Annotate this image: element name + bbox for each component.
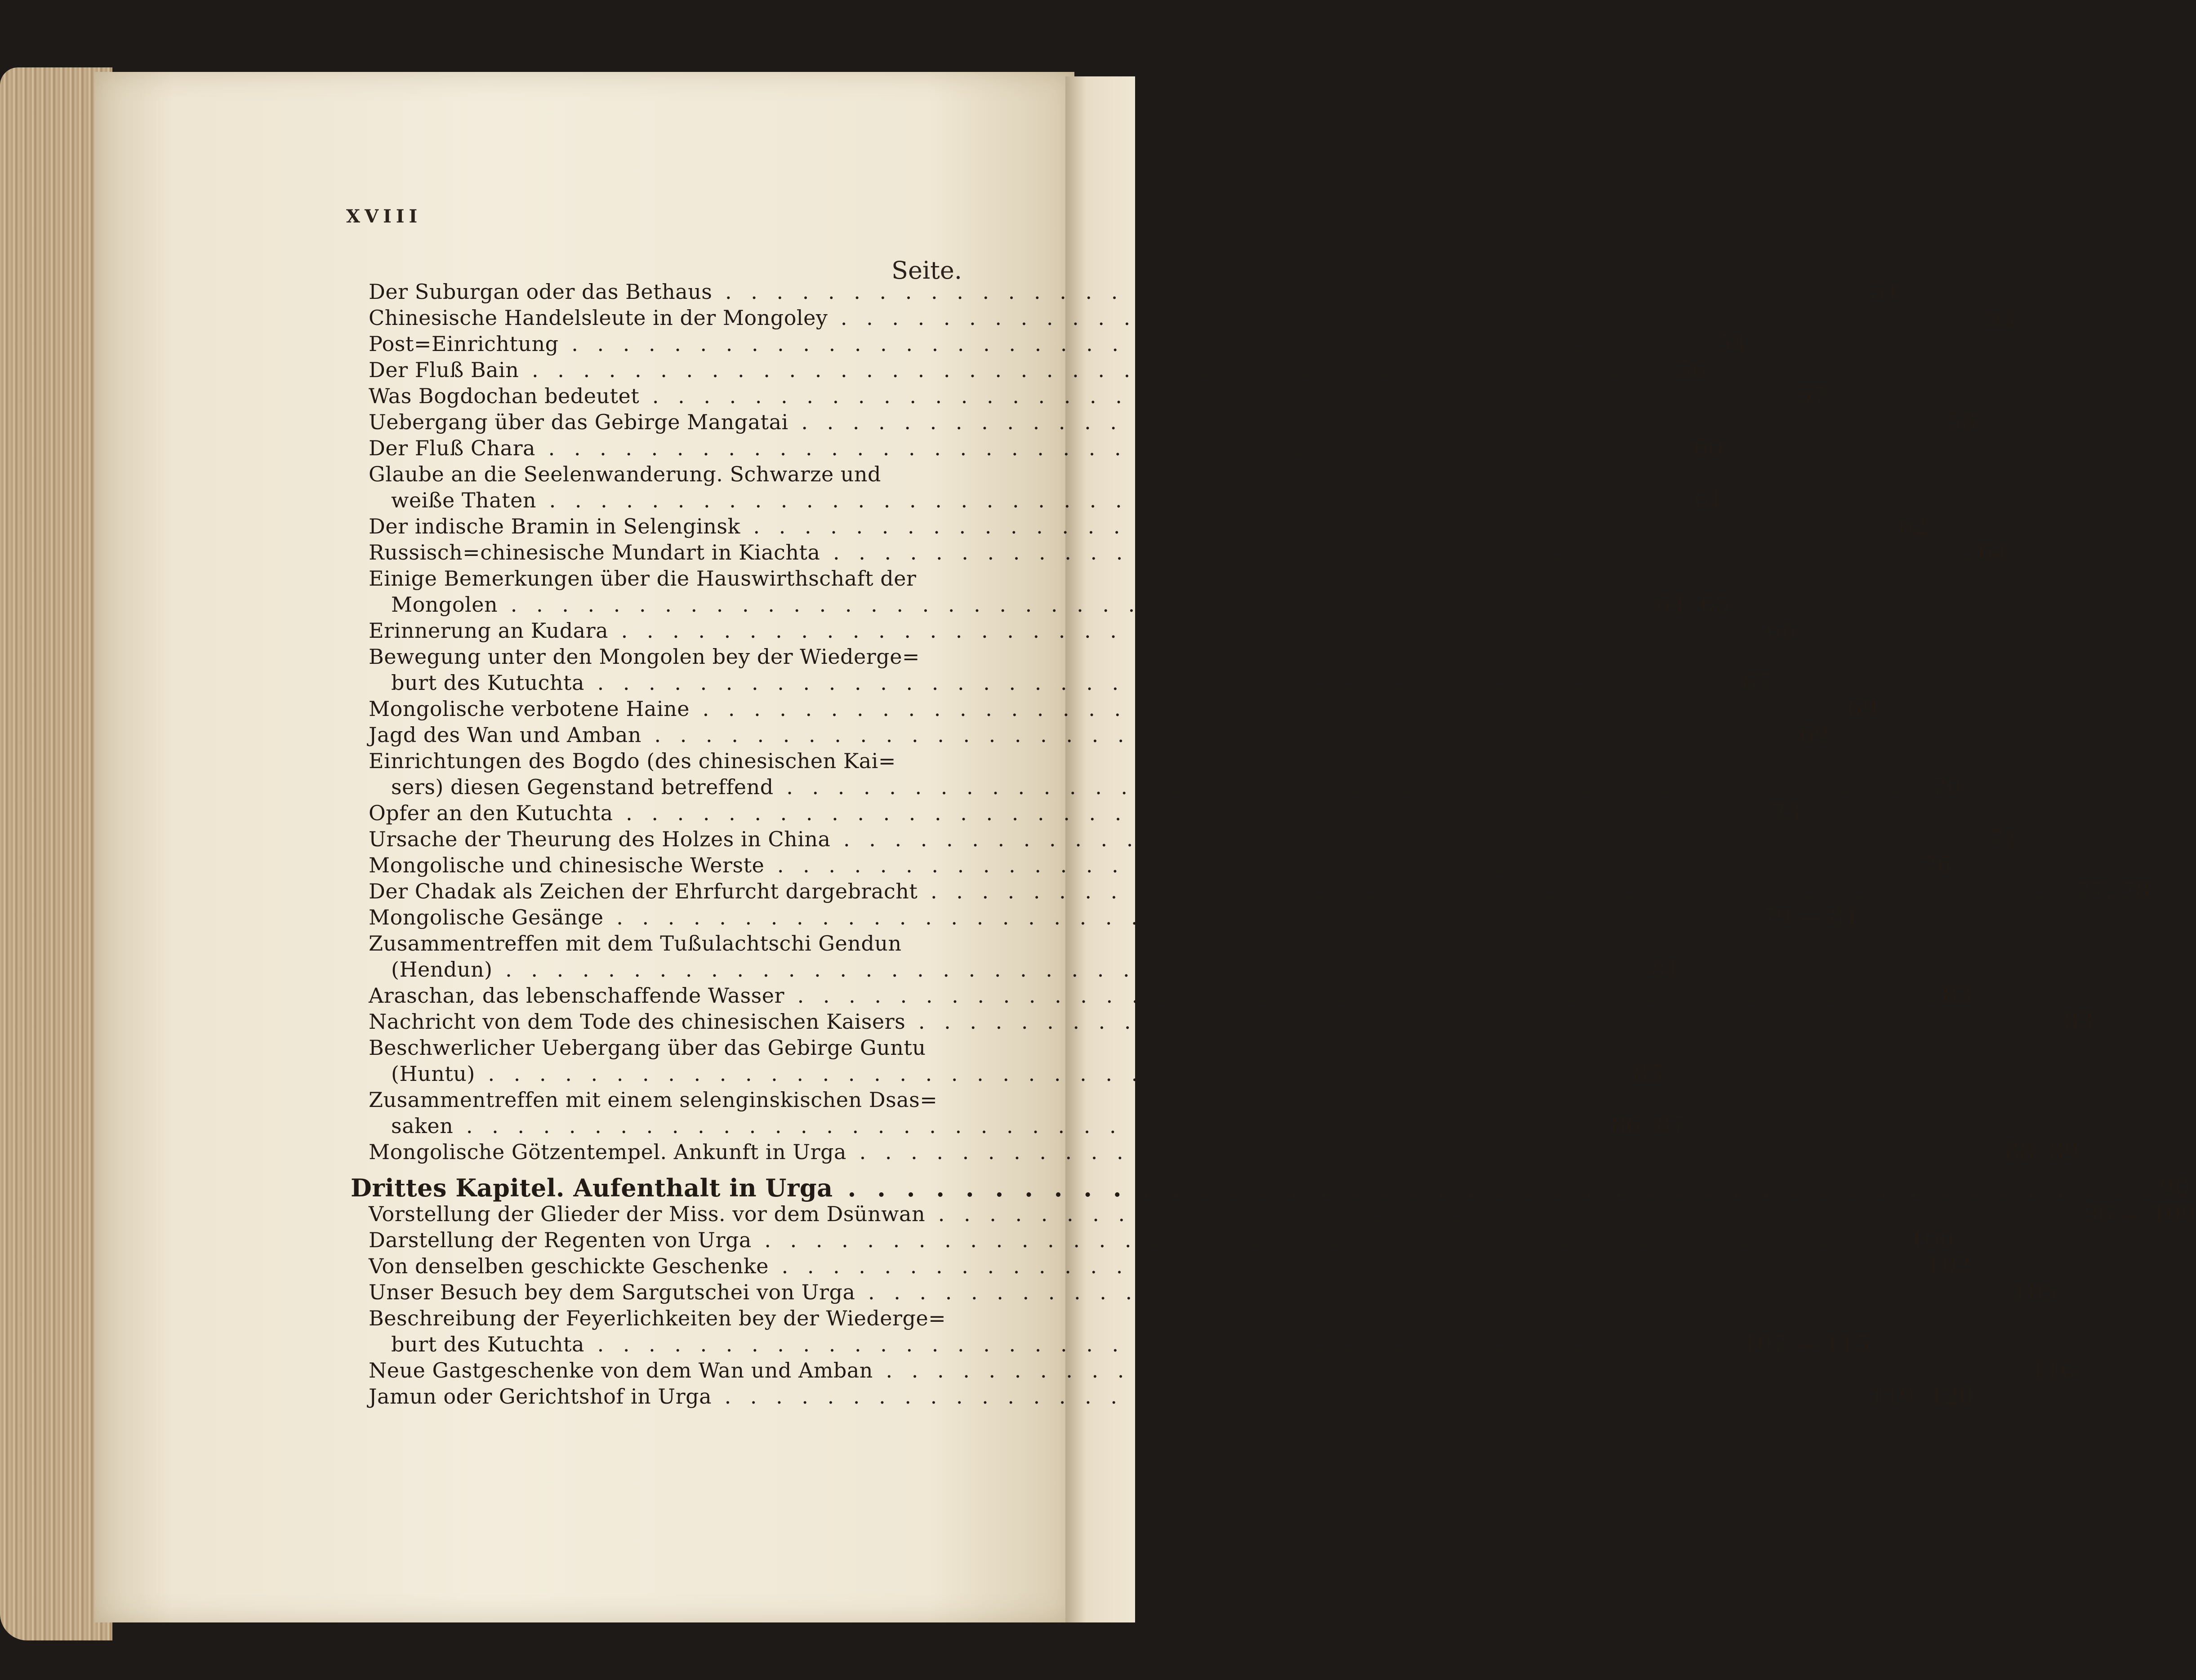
toc-entry xyxy=(369,330,1746,357)
toc-entry xyxy=(369,956,1680,983)
toc-entry-pages: 86. 87 xyxy=(1611,1112,1686,1139)
toc-entry-line: Beschreibung der Feyerlichkeiten bey der Wiederge= xyxy=(369,1306,946,1330)
toc-entry-title: Ursache der Theurung des Holzes in China . . . xyxy=(369,826,1988,852)
toc-entry-pages: 67 xyxy=(1742,669,1773,696)
toc-entry-pages: 102 xyxy=(1926,1253,1972,1280)
chapter-heading xyxy=(351,1173,2190,1202)
toc-entry xyxy=(369,982,1973,1009)
toc-entry-line: Zusammentreffen mit einem selenginskischen Dsas= xyxy=(369,1088,938,1112)
toc-entry-title: saken . . . xyxy=(369,1113,1611,1139)
toc-entry-pages: 83 xyxy=(1942,982,1973,1009)
table-of-contents xyxy=(351,278,2196,1410)
toc-entry-pages: 74 xyxy=(1988,826,2018,853)
toc-entry-title: Neue Gastgeschenke von dem Wan und Amban . . . xyxy=(369,1357,2031,1383)
toc-entry xyxy=(369,826,2018,853)
toc-entry-title: Russisch=chinesische Mundart in Kiachta . . . xyxy=(369,539,1978,565)
toc-entry-pages: 62 xyxy=(1898,513,1929,540)
toc-entry xyxy=(369,1253,1972,1280)
toc-entry-title: Chinesische Handelsleute in der Mongoley . . . xyxy=(369,305,1986,331)
toc-entry xyxy=(369,435,1724,462)
toc-entry-title: burt des Kutuchta . . . xyxy=(369,1331,1742,1357)
toc-entry xyxy=(369,800,1801,827)
toc-entry-pages: 54 xyxy=(1716,330,1746,357)
toc-entry-title: Der Fluß Bain . . . xyxy=(369,357,1677,383)
toc-entry-title: sers) diesen Gegenstand betreffend . . . xyxy=(369,774,1932,800)
toc-entry-pages: 96 — 100 xyxy=(2083,1200,2196,1227)
toc-entry-title: Jamun oder Gerichtshof in Urga . . . xyxy=(369,1383,1870,1409)
toc-entry xyxy=(369,1200,2196,1227)
toc-entry-pages: 85 xyxy=(1633,1060,1663,1087)
toc-entry xyxy=(369,617,1796,644)
toc-entry-title: Vorstellung der Glieder der Miss. vor dem Dsünwan . . . xyxy=(369,1201,2083,1227)
toc-entry-pages: 116 xyxy=(2031,1357,2076,1384)
toc-entry-title: Von denselben geschickte Geschenke . . . xyxy=(369,1253,1927,1279)
toc-entry-pages: 76 xyxy=(1922,852,1952,879)
toc-entry xyxy=(369,513,1929,540)
toc-entry xyxy=(369,1331,1870,1358)
toc-entry-pages: 70 xyxy=(1931,773,1961,800)
toc-entry-pages: 51 xyxy=(1870,278,1900,305)
toc-entry-title: Der indische Bramin in Selenginsk . . . xyxy=(369,513,1898,539)
toc-entry-pages: 66 xyxy=(1766,617,1796,644)
toc-entry-title: Jagd des Wan und Amban . . . xyxy=(369,722,1800,748)
toc-entry xyxy=(369,1112,1686,1139)
toc-entry-title: (Hendun) . . . xyxy=(369,956,1651,982)
toc-entry-title: Darstellung der Regenten von Urga . . . xyxy=(369,1227,1910,1253)
toc-entry-title: Mongolische Gesänge . . . xyxy=(369,904,1762,930)
toc-entry-line: Einige Bemerkungen über die Hauswirthschaft der xyxy=(369,566,917,591)
toc-entry-pages: 53 xyxy=(1986,304,2016,331)
toc-entry-pages: 79 — 81 xyxy=(1761,904,1860,931)
toc-entry xyxy=(369,1357,2076,1384)
toc-entry-title: Uebergang über das Gebirge Mangatai . . . xyxy=(369,409,1947,435)
toc-entry-line: Beschwerlicher Uebergang über das Gebirge Guntu xyxy=(369,1036,926,1060)
toc-entry-line: Glaube an die Seelenwanderung. Schwarze und xyxy=(369,462,881,486)
toc-entry-title: burt des Kutuchta . . . xyxy=(369,670,1742,696)
page-column-header: Seite. xyxy=(891,256,962,284)
toc-entry-pages: 107 — 115 xyxy=(1742,1331,1870,1358)
toc-entry-pages: 60 xyxy=(1693,435,1724,462)
toc-entry xyxy=(369,1060,1663,1087)
page-number: XVIII xyxy=(346,206,422,227)
toc-entry xyxy=(369,721,1830,748)
toc-entry xyxy=(369,669,1773,696)
toc-entry-pages: 105 xyxy=(2013,1279,2058,1306)
toc-entry-pages: 73 xyxy=(1771,800,1801,827)
toc-entry-title: weiße Thaten . . . xyxy=(369,487,1694,513)
toc-entry-pages: 100 xyxy=(1909,1227,1955,1253)
toc-entry-title: Unser Besuch bey dem Sargutschei von Urga . . . xyxy=(369,1279,2013,1305)
toc-entry-pages: 64. 65 xyxy=(1656,591,1730,618)
toc-entry-title: Nachricht von dem Tode des chinesischen Kaisers . . . xyxy=(369,1009,2063,1035)
toc-entry-pages: 81 xyxy=(1650,956,1680,983)
toc-entry-line: Einrichtungen des Bogdo (des chinesischen Kai= xyxy=(369,749,896,773)
toc-entry xyxy=(369,1138,2079,1165)
toc-entry-pages: 64 xyxy=(1978,539,2008,566)
toc-entry-title: Opfer an den Kutuchta . . . xyxy=(369,800,1771,826)
toc-entry-title: Mongolen . . . xyxy=(369,591,1656,618)
toc-entry xyxy=(369,278,1900,305)
toc-entry-pages: 88. 89 xyxy=(2004,1138,2079,1165)
toc-entry-title: Araschan, das lebenschaffende Wasser . . . xyxy=(369,982,1942,1009)
toc-entry-pages: 58 xyxy=(1946,409,1976,436)
toc-entry-pages: 69 xyxy=(1799,721,1830,748)
toc-entry xyxy=(369,1227,1955,1253)
toc-entry xyxy=(369,591,1730,618)
toc-entry xyxy=(369,904,1860,931)
toc-entry xyxy=(369,852,1952,879)
toc-entry-line: Zusammentreffen mit dem Tußulachtschi Gendun xyxy=(369,931,902,956)
toc-entry-line: Bewegung unter den Mongolen bey der Wiederge= xyxy=(369,644,920,669)
toc-entry-title: Der Fluß Chara . . . xyxy=(369,435,1693,461)
toc-entry-pages: 61 xyxy=(1694,487,1724,514)
toc-entry-pages: 119. 120 xyxy=(1870,1383,1974,1410)
toc-entry xyxy=(369,878,2150,905)
toc-entry xyxy=(369,1383,1974,1410)
toc-entry xyxy=(369,1279,2058,1306)
toc-entry xyxy=(369,487,1724,514)
toc-entry-pages: 69 xyxy=(1847,695,1878,722)
toc-entry xyxy=(369,409,1976,436)
toc-entry-title: Mongolische Götzentempel. Ankunft in Urga . . . xyxy=(369,1139,2004,1165)
toc-entry-title: Post=Einrichtung . . . xyxy=(369,331,1717,357)
toc-entry-pages: 90 xyxy=(2160,1174,2190,1201)
toc-entry-title: Mongolische verbotene Haine . . . xyxy=(369,696,1848,722)
toc-entry-title: (Huntu) . . . xyxy=(369,1061,1633,1087)
toc-entry xyxy=(369,382,1827,409)
toc-entry-title: Mongolische und chinesische Werste . . . xyxy=(369,852,1922,878)
toc-entry-title: Der Suburgan oder das Bethaus . . . xyxy=(369,279,1870,305)
toc-entry xyxy=(369,773,1961,800)
toc-entry-pages: 77. 78 xyxy=(2076,878,2150,905)
toc-entry-title: Drittes Kapitel. Aufenthalt in Urga . . . xyxy=(351,1175,2160,1201)
toc-entry-title: Der Chadak als Zeichen der Ehrfurcht dargebracht . . . xyxy=(369,878,2076,904)
toc-entry xyxy=(369,695,1878,722)
toc-entry-pages: 56 xyxy=(1677,356,1707,383)
toc-entry xyxy=(369,1008,2094,1035)
toc-entry xyxy=(369,539,2008,566)
toc-entry-title: Erinnerung an Kudara . . . xyxy=(369,618,1766,644)
toc-entry xyxy=(369,304,2016,331)
toc-entry xyxy=(369,356,1707,383)
toc-entry-title: Was Bogdochan bedeutet . . . xyxy=(369,383,1797,409)
toc-entry-pages: 83 xyxy=(2063,1008,2094,1035)
toc-entry-pages: 57 xyxy=(1797,382,1827,409)
